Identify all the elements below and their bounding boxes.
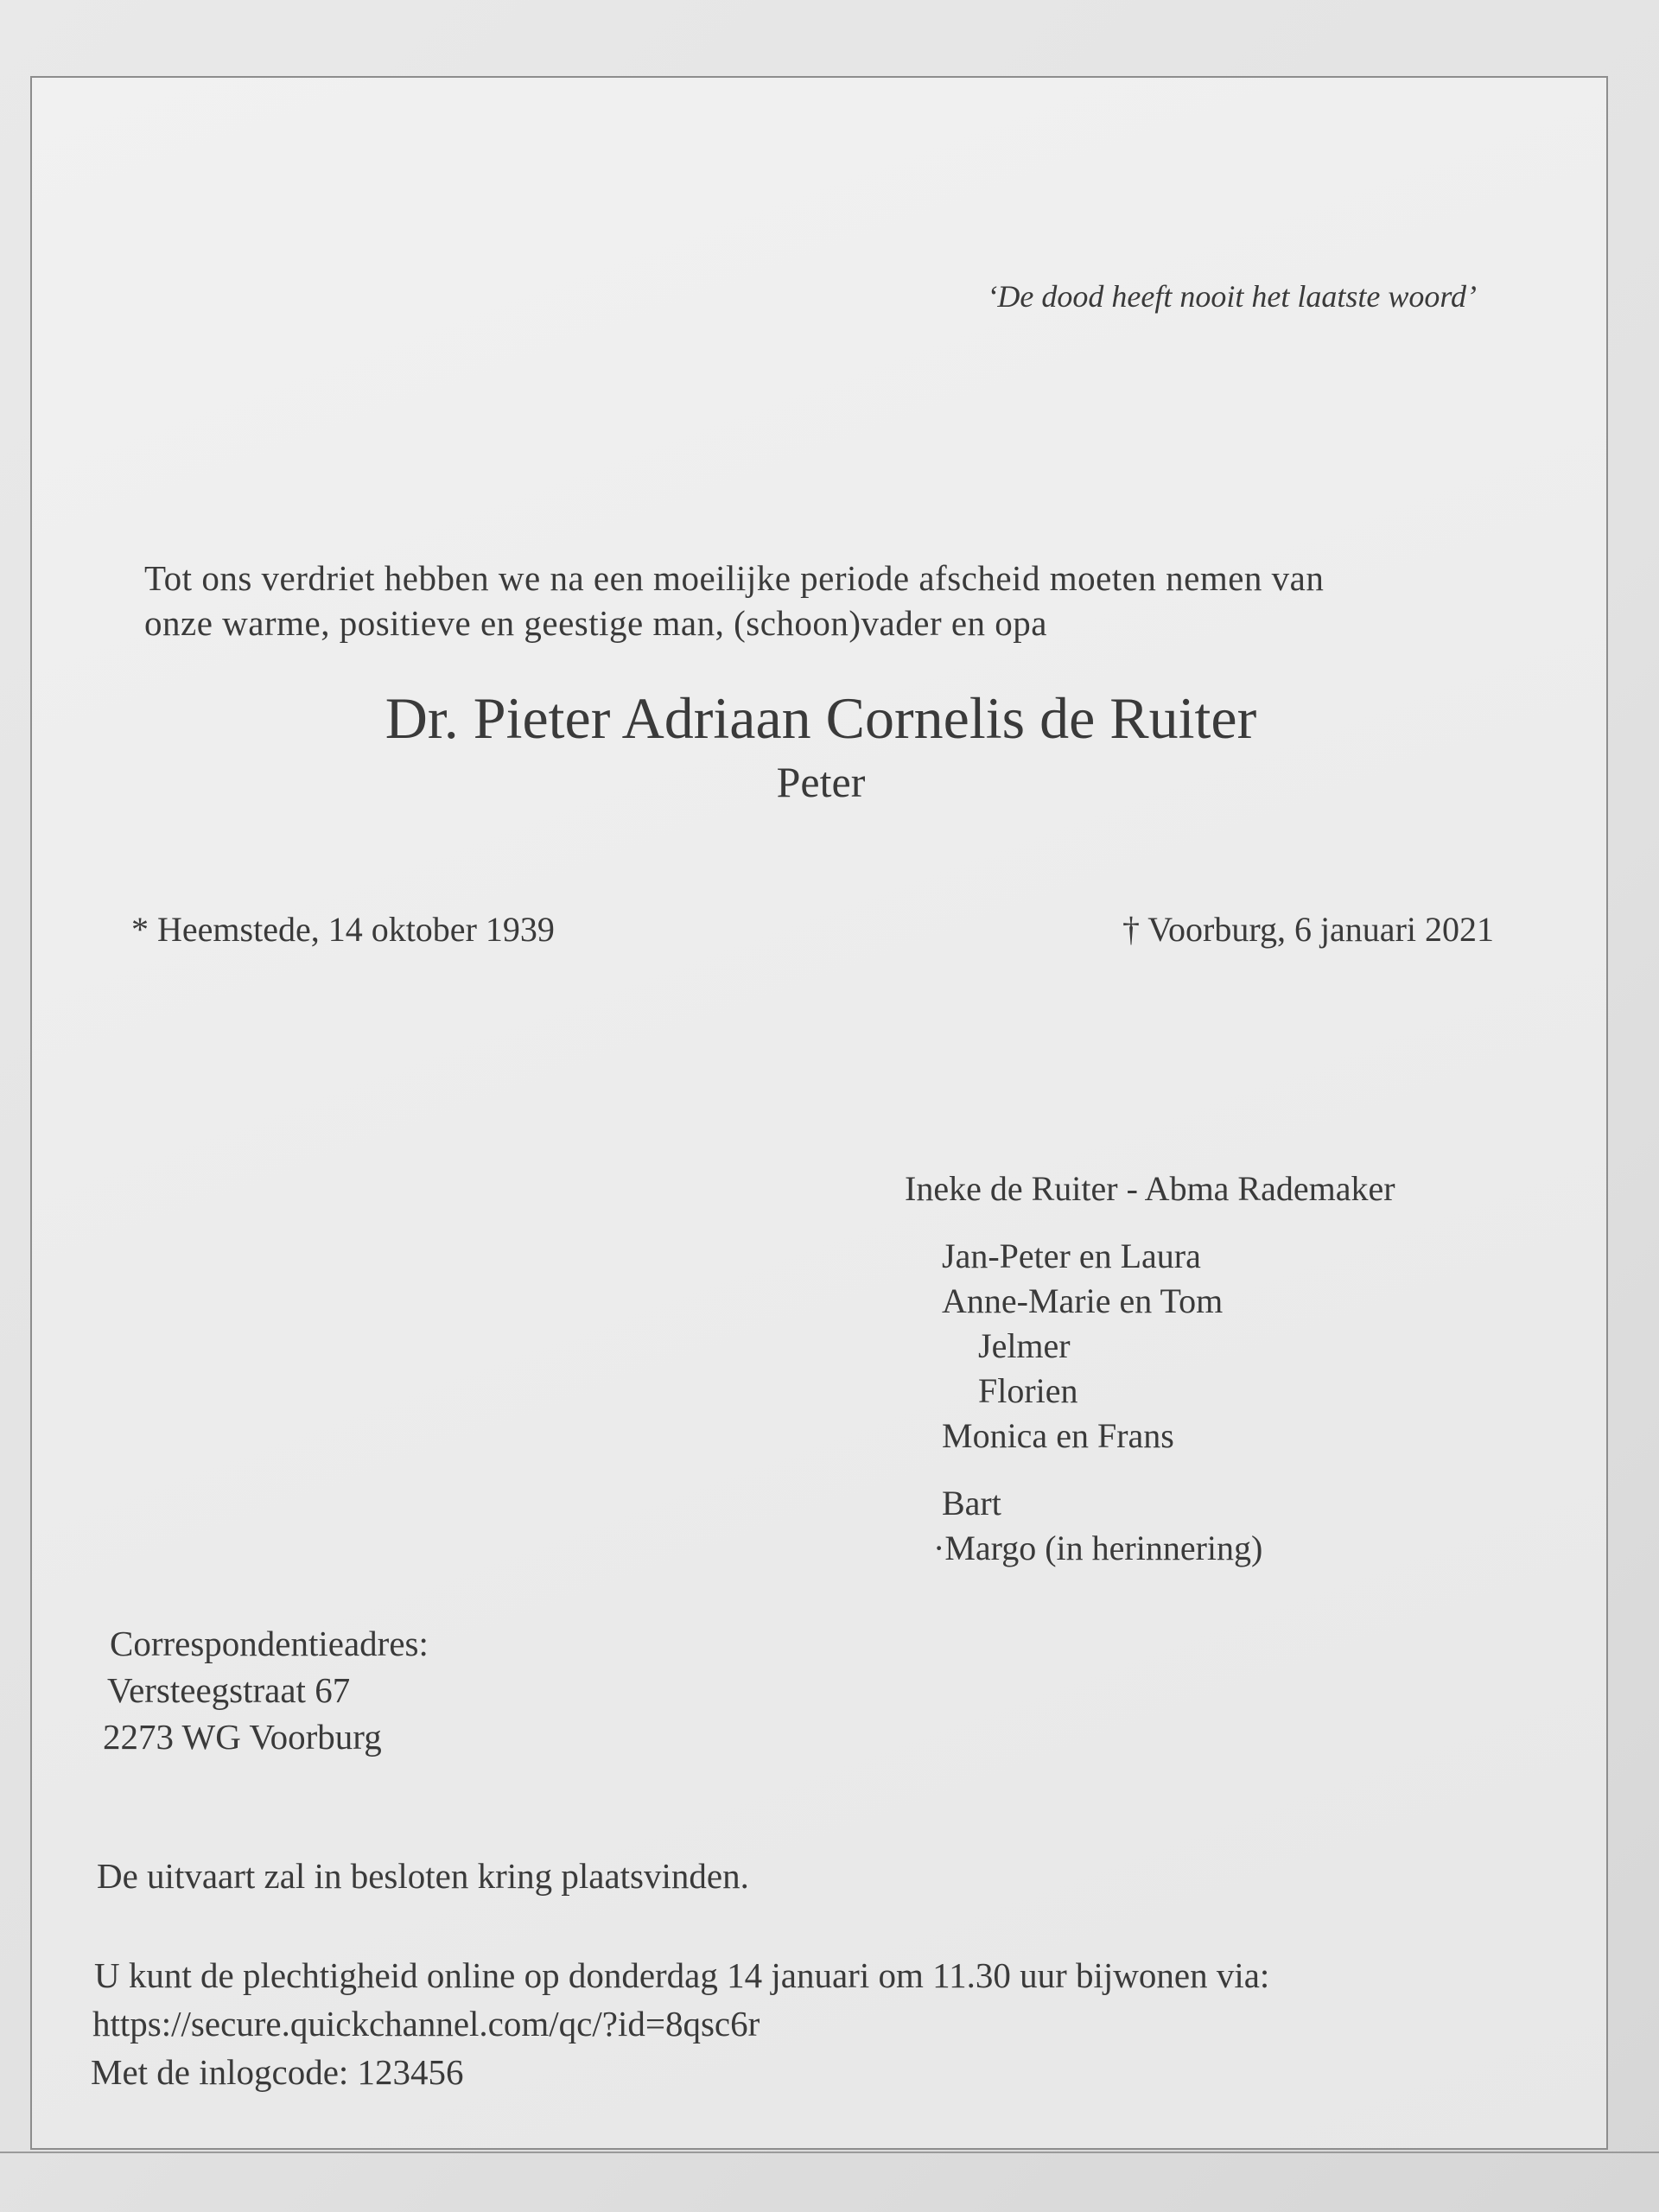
family-grandchild-2: Florien <box>978 1371 1078 1410</box>
family-grandchild-1: Jelmer <box>978 1326 1071 1365</box>
death-info: † Voorburg, 6 januari 2021 <box>1122 910 1494 949</box>
birth-info: * Heemstede, 14 oktober 1939 <box>131 910 555 949</box>
funeral-notice: De uitvaart zal in besloten kring plaatsvinden. <box>97 1856 749 1896</box>
deceased-nickname: Peter <box>776 758 866 806</box>
ceremony-url: https://secure.quickchannel.com/qc/?id=8qsc6r <box>92 2004 760 2044</box>
deceased-name: Dr. Pieter Adriaan Cornelis de Ruiter <box>385 685 1257 751</box>
intro-line-2: onze warme, positieve en geestige man, (schoon)vader en opa <box>144 603 1047 643</box>
family-other-1: Bart <box>942 1484 1001 1522</box>
family-spouse: Ineke de Ruiter - Abma Rademaker <box>905 1169 1395 1208</box>
family-children-3: Monica en Frans <box>942 1416 1174 1455</box>
motto-quote: ‘De dood heeft nooit het laatste woord’ <box>987 279 1477 314</box>
login-code: Met de inlogcode: 123456 <box>91 2052 464 2092</box>
family-other-2: ·Margo (in herinnering) <box>933 1529 1263 1567</box>
address-street: Versteegstraat 67 <box>107 1670 351 1710</box>
obituary-card <box>30 76 1608 2150</box>
address-label: Correspondentieadres: <box>110 1624 429 1663</box>
address-city: 2273 WG Voorburg <box>103 1717 382 1757</box>
online-ceremony-text: U kunt de plechtigheid online op donderdag 14 januari om 11.30 uur bijwonen via: <box>94 1955 1270 1995</box>
table-edge-line <box>0 2152 1659 2153</box>
family-children-2: Anne-Marie en Tom <box>942 1281 1224 1320</box>
family-children-1: Jan-Peter en Laura <box>942 1236 1201 1275</box>
intro-line-1: Tot ons verdriet hebben we na een moeilijke periode afscheid moeten nemen van <box>144 558 1325 598</box>
